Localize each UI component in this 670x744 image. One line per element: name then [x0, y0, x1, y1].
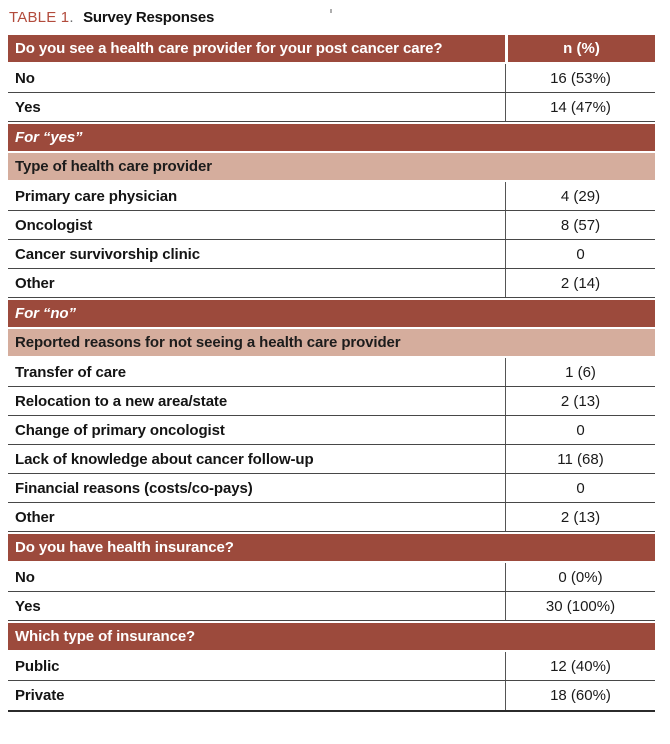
table-row-data: [8, 64, 655, 93]
table-row-data: [8, 269, 655, 298]
row-value: 11 (68): [505, 445, 655, 473]
row-label: Relocation to a new area/state: [15, 392, 228, 410]
row-label: Public: [15, 657, 60, 675]
row-value: 16 (53%): [505, 64, 655, 92]
table-row-section: [8, 534, 655, 561]
row-label: No: [15, 69, 35, 87]
section-label: Do you have health insurance?: [15, 539, 234, 556]
row-value: 18 (60%): [505, 681, 655, 710]
table-row-data: [8, 592, 655, 621]
table-title-text: Survey Responses: [83, 9, 215, 26]
column-header-count: n (%): [505, 35, 655, 62]
scan-artifact-speck: [330, 9, 332, 13]
table-title: [9, 8, 670, 28]
survey-table: [8, 35, 655, 712]
table-row-data: [8, 681, 655, 710]
section-label: For “yes”: [15, 129, 83, 146]
table-row-data: [8, 211, 655, 240]
row-value: 14 (47%): [505, 93, 655, 121]
row-label: Yes: [15, 597, 41, 615]
row-label: Change of primary oncologist: [15, 421, 225, 439]
table-number-dot: .: [69, 9, 74, 26]
row-label: Other: [15, 274, 55, 292]
row-value: 2 (14): [505, 269, 655, 297]
table-row-section: [8, 300, 655, 327]
row-value: 4 (29): [505, 182, 655, 210]
table-row-data: [8, 240, 655, 269]
row-label: Cancer survivorship clinic: [15, 245, 200, 263]
table-row-data: [8, 445, 655, 474]
row-value: 0: [505, 416, 655, 444]
table-row-data: [8, 387, 655, 416]
row-label: Primary care physician: [15, 187, 178, 205]
column-header-question: Do you see a health care provider for your post cancer care?: [15, 40, 443, 57]
row-label: Yes: [15, 98, 41, 116]
row-value: 0: [505, 474, 655, 502]
table-row-data: [8, 93, 655, 122]
subsection-label: Type of health care provider: [15, 158, 212, 175]
table-row-data: [8, 474, 655, 503]
row-value: 8 (57): [505, 211, 655, 239]
table-row-data: [8, 503, 655, 532]
row-label: Lack of knowledge about cancer follow-up: [15, 450, 314, 468]
section-label: Which type of insurance?: [15, 628, 196, 645]
row-label: Private: [15, 687, 65, 704]
table-row-data: [8, 182, 655, 211]
table-row-subsection: [8, 153, 655, 180]
row-label: Financial reasons (costs/co-pays): [15, 479, 253, 497]
table-number-label: TABLE 1: [9, 9, 70, 26]
row-label: Other: [15, 508, 55, 526]
row-value: 12 (40%): [505, 652, 655, 680]
table-row-section: [8, 124, 655, 151]
table-row-data: [8, 416, 655, 445]
row-label: Oncologist: [15, 216, 93, 234]
table-row-data: [8, 652, 655, 681]
table-row-data: [8, 358, 655, 387]
row-value: 0: [505, 240, 655, 268]
subsection-label: Reported reasons for not seeing a health care provider: [15, 334, 401, 351]
table-row-data: [8, 563, 655, 592]
row-label: Transfer of care: [15, 363, 126, 381]
row-value: 30 (100%): [505, 592, 655, 620]
table-row-header: [8, 35, 655, 62]
row-label: No: [15, 568, 35, 586]
table-row-subsection: [8, 329, 655, 356]
table-row-section: [8, 623, 655, 650]
row-value: 2 (13): [505, 387, 655, 415]
row-value: 2 (13): [505, 503, 655, 531]
row-value: 0 (0%): [505, 563, 655, 591]
section-label: For “no”: [15, 305, 76, 322]
row-value: 1 (6): [505, 358, 655, 386]
